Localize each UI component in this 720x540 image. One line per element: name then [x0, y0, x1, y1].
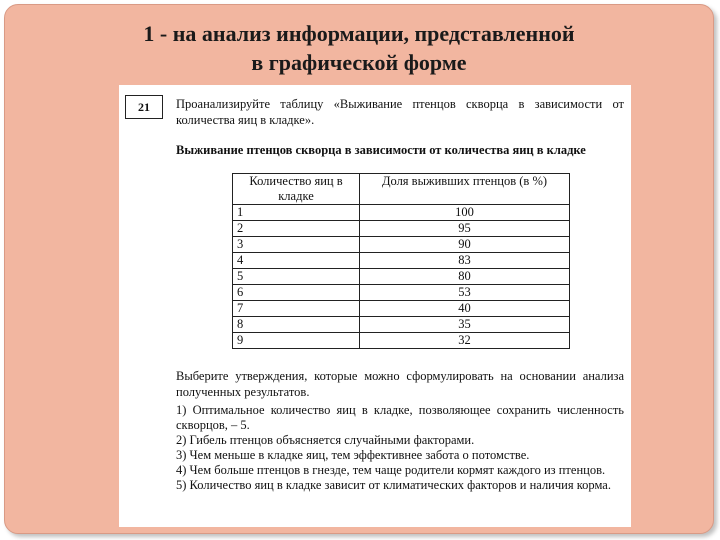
table-header-row	[233, 174, 570, 205]
survival-table	[232, 173, 570, 349]
egg-count-cell: 3	[233, 237, 360, 253]
table-row	[233, 317, 570, 333]
survival-cell: 40	[360, 301, 570, 317]
task-document	[119, 85, 631, 527]
egg-count-cell: 4	[233, 253, 360, 269]
egg-count-cell: 2	[233, 221, 360, 237]
answer-option-1: 1) Оптимальное количество яиц в кладке, позволяющее сохранить численность скворцов, – 5.	[176, 403, 624, 432]
table-row	[233, 205, 570, 221]
survival-cell: 32	[360, 333, 570, 349]
slide-title-line-2: в графической форме	[251, 50, 467, 75]
survival-cell: 90	[360, 237, 570, 253]
egg-count-cell: 9	[233, 333, 360, 349]
egg-count-cell: 7	[233, 301, 360, 317]
survival-cell: 83	[360, 253, 570, 269]
table-title: Выживание птенцов скворца в зависимости от количества яиц в кладке	[176, 143, 586, 157]
answer-option-5: 5) Количество яиц в кладке зависит от климатических факторов и наличия корма.	[176, 478, 611, 492]
answer-options	[176, 403, 624, 493]
table-row	[233, 301, 570, 317]
answer-option-4: 4) Чем больше птенцов в гнезде, тем чаще родители кормят каждого из птенцов.	[176, 463, 606, 477]
table-row	[233, 269, 570, 285]
egg-count-cell: 6	[233, 285, 360, 301]
survival-cell: 100	[360, 205, 570, 221]
egg-count-cell: 8	[233, 317, 360, 333]
answer-option-2: 2) Гибель птенцов объясняется случайными факторами.	[176, 433, 475, 447]
slide-title	[5, 19, 713, 77]
question-text: Выберите утверждения, которые можно сформулировать на основании анализа полученных результатов.	[176, 369, 624, 399]
table-row	[233, 253, 570, 269]
task-number-box: 21	[125, 95, 163, 119]
slide-frame	[4, 4, 714, 534]
table-row	[233, 333, 570, 349]
table-row	[233, 221, 570, 237]
table-row	[233, 237, 570, 253]
survival-cell: 35	[360, 317, 570, 333]
egg-count-cell: 5	[233, 269, 360, 285]
slide-title-line-1: 1 - на анализ информации, представленной	[143, 21, 575, 46]
survival-cell: 53	[360, 285, 570, 301]
answer-option-3: 3) Чем меньше в кладке яиц, тем эффективнее забота о потомстве.	[176, 448, 530, 462]
task-intro: Проанализируйте таблицу «Выживание птенцов скворца в зависимости от количества яиц в кладке».	[176, 97, 624, 127]
header-egg-count: Количество яиц в кладке	[233, 174, 360, 205]
egg-count-cell: 1	[233, 205, 360, 221]
header-survival-share: Доля выживших птенцов (в %)	[360, 174, 570, 205]
survival-cell: 95	[360, 221, 570, 237]
table-row	[233, 285, 570, 301]
survival-cell: 80	[360, 269, 570, 285]
